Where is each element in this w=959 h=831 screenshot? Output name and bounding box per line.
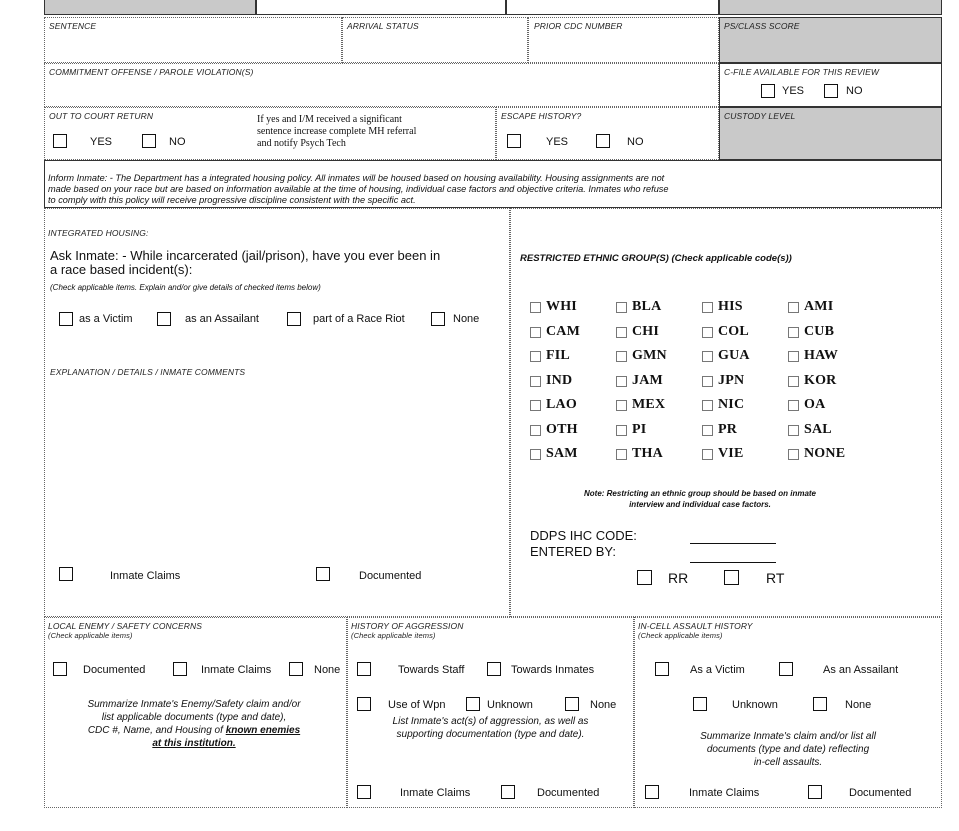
out-to-court-yes-checkbox[interactable] xyxy=(53,134,67,148)
rt-label: RT xyxy=(766,570,785,586)
ethnic-label-vie: VIE xyxy=(718,446,744,461)
integrated-inmate-claims-checkbox[interactable] xyxy=(59,567,73,581)
ethnic-checkbox-whi[interactable] xyxy=(530,302,541,313)
incell-unknown-label: Unknown xyxy=(732,699,778,711)
ethnic-label-col: COL xyxy=(718,323,749,339)
ethnic-checkbox-chi[interactable] xyxy=(616,327,627,338)
ethnic-checkbox-bla[interactable] xyxy=(616,302,627,313)
ask-inmate-line-2: a race based incident(s): xyxy=(50,262,193,277)
escape-no-checkbox[interactable] xyxy=(596,134,610,148)
race-incident-none-label: None xyxy=(453,313,480,325)
local-enemy-inmate-claims-checkbox[interactable] xyxy=(173,662,187,676)
ethnic-checkbox-sam[interactable] xyxy=(530,449,541,460)
aggression-summary-1: List Inmate's act(s) of aggression, as well as xyxy=(392,716,589,727)
offense-label: COMMITMENT OFFENSE / PAROLE VIOLATION(S) xyxy=(49,67,254,77)
ethnic-checkbox-haw[interactable] xyxy=(788,351,799,362)
incell-summary-1: Summarize Inmate's claim and/or list all xyxy=(700,731,876,742)
inform-line-3: to comply with this policy will receive progressive discipline consistent with the specific act. xyxy=(48,195,416,205)
ethnic-label-lao: LAO xyxy=(546,397,577,412)
ethnic-label-cam: CAM xyxy=(546,323,581,339)
cfile-label: C-FILE AVAILABLE FOR THIS REVIEW xyxy=(724,67,879,77)
aggression-summary-2: supporting documentation (type and date). xyxy=(396,729,585,740)
aggression-inmates-label: Towards Inmates xyxy=(511,664,595,676)
ethnic-checkbox-none[interactable] xyxy=(788,449,799,460)
mh-referral-note-2: sentence increase complete MH referral xyxy=(257,126,417,137)
local-enemy-summary-2: list applicable documents (type and date), xyxy=(101,712,287,723)
top-shaded-cell-right xyxy=(719,0,942,15)
restricted-ethnic-title: RESTRICTED ETHNIC GROUP(S) (Check applicable code(s)) xyxy=(520,253,792,264)
ethnic-checkbox-cam[interactable] xyxy=(530,327,541,338)
race-incident-assailant-label: as an Assailant xyxy=(185,313,259,325)
ethnic-label-jam: JAM xyxy=(632,372,663,388)
arrival-status-label: ARRIVAL STATUS xyxy=(347,21,419,31)
escape-yes-checkbox[interactable] xyxy=(507,134,521,148)
race-incident-check-note: (Check applicable items. Explain and/or give details of checked items below) xyxy=(50,283,321,292)
integrated-documented-checkbox[interactable] xyxy=(316,567,330,581)
top-cell-middle xyxy=(256,0,506,15)
aggression-staff-label: Towards Staff xyxy=(398,664,465,676)
sentence-label: SENTENCE xyxy=(49,21,97,31)
prior-cdc-label: PRIOR CDC NUMBER xyxy=(534,21,623,31)
ethnic-checkbox-lao[interactable] xyxy=(530,400,541,411)
incell-summary-3: in-cell assaults. xyxy=(753,757,823,768)
ethnic-label-pi: PI xyxy=(632,421,647,437)
incell-victim-checkbox[interactable] xyxy=(655,662,669,676)
inform-line-1: Inform Inmate: - The Department has a integrated housing policy. All inmates will be housed based on housing availability. Housing assignments are not xyxy=(48,173,665,183)
ethnic-checkbox-nic[interactable] xyxy=(702,400,713,411)
ps-class-label: PS/CLASS SCORE xyxy=(724,21,800,31)
top-shaded-cell-left xyxy=(44,0,256,15)
race-incident-riot-checkbox[interactable] xyxy=(287,312,301,326)
escape-history-label: ESCAPE HISTORY? xyxy=(501,111,582,121)
aggression-staff-checkbox[interactable] xyxy=(357,662,371,676)
cfile-no-label: NO xyxy=(846,85,863,97)
rr-label: RR xyxy=(668,570,689,586)
custody-level-label: CUSTODY LEVEL xyxy=(724,111,796,121)
local-enemy-inmate-claims-label: Inmate Claims xyxy=(201,664,272,676)
ethnic-label-ind: IND xyxy=(546,372,573,388)
ethnic-label-oth: OTH xyxy=(546,421,578,437)
integrated-documented-label: Documented xyxy=(359,570,422,582)
ethnic-label-his: HIS xyxy=(718,299,743,314)
aggression-inmates-checkbox[interactable] xyxy=(487,662,501,676)
ethnic-checkbox-mex[interactable] xyxy=(616,400,627,411)
local-enemy-summary-3 xyxy=(44,724,344,737)
ethnic-label-fil: FIL xyxy=(546,348,570,363)
known-enemies-text: known enemies xyxy=(225,725,301,736)
ddps-ihc-code-label: DDPS IHC CODE: xyxy=(530,528,637,543)
aggression-documented-label: Documented xyxy=(537,787,600,799)
incell-documented-label: Documented xyxy=(849,787,912,799)
ethnic-label-gua: GUA xyxy=(718,348,750,363)
ethnic-label-cub: CUB xyxy=(804,323,835,339)
incell-assailant-checkbox[interactable] xyxy=(779,662,793,676)
ethnic-note-line-2: interview and individual case factors. xyxy=(629,500,771,509)
aggression-documented-checkbox[interactable] xyxy=(501,785,515,799)
aggression-inmate-claims-checkbox[interactable] xyxy=(357,785,371,799)
top-cell-right xyxy=(506,0,719,15)
ethnic-label-pr: PR xyxy=(718,421,738,437)
ethnic-label-sam: SAM xyxy=(546,446,578,461)
ethnic-label-mex: MEX xyxy=(632,397,666,412)
ethnic-checkbox-col[interactable] xyxy=(702,327,713,338)
ethnic-note-line-1: Note: Restricting an ethnic group should be based on inmate xyxy=(583,489,817,498)
out-to-court-no-label: NO xyxy=(169,136,186,148)
integrated-housing-label: INTEGRATED HOUSING: xyxy=(48,228,149,238)
ethnic-label-oa: OA xyxy=(804,397,826,412)
ethnic-label-haw: HAW xyxy=(804,348,839,363)
aggression-wpn-label: Use of Wpn xyxy=(388,699,446,711)
cfile-yes-label: YES xyxy=(782,85,805,97)
ethnic-label-nic: NIC xyxy=(718,397,745,412)
local-enemy-title: LOCAL ENEMY / SAFETY CONCERNS xyxy=(48,621,203,631)
ethnic-label-gmn: GMN xyxy=(632,348,667,363)
out-to-court-label: OUT TO COURT RETURN xyxy=(49,111,154,121)
aggression-none-checkbox[interactable] xyxy=(565,697,579,711)
ethnic-label-whi: WHI xyxy=(546,299,577,314)
aggression-unknown-label: Unknown xyxy=(487,699,533,711)
cfile-no-checkbox[interactable] xyxy=(824,84,838,98)
ethnic-checkbox-fil[interactable] xyxy=(530,351,541,362)
local-enemy-summary-1: Summarize Inmate's Enemy/Safety claim and/or xyxy=(87,699,301,710)
ethnic-checkbox-tha[interactable] xyxy=(616,449,627,460)
ethnic-checkbox-ind[interactable] xyxy=(530,376,541,387)
inform-line-2: made based on your race but are based on information available at the time of housing, individual case factors and objective criteria. Inmates who refuse xyxy=(48,184,669,194)
incell-unknown-checkbox[interactable] xyxy=(693,697,707,711)
mh-referral-note-1: If yes and I/M received a significant xyxy=(257,114,402,125)
local-enemy-summary-4: at this institution. xyxy=(152,738,236,749)
rr-checkbox[interactable] xyxy=(637,570,652,585)
ethnic-checkbox-sal[interactable] xyxy=(788,425,799,436)
ddps-ihc-code-line[interactable] xyxy=(690,543,776,544)
entered-by-label: ENTERED BY: xyxy=(530,544,616,559)
ethnic-label-sal: SAL xyxy=(804,421,832,437)
ethnic-checkbox-pr[interactable] xyxy=(702,425,713,436)
race-incident-victim-label: as a Victim xyxy=(79,313,133,325)
local-enemy-summary-3-text: CDC #, Name, and Housing of xyxy=(87,725,223,736)
aggression-sub: (Check applicable items) xyxy=(351,631,436,640)
escape-no-label: NO xyxy=(627,136,644,148)
ethnic-label-bla: BLA xyxy=(632,299,662,314)
ethnic-label-kor: KOR xyxy=(804,372,837,388)
classification-form xyxy=(44,0,942,808)
ethnic-checkbox-jpn[interactable] xyxy=(702,376,713,387)
aggression-title: HISTORY OF AGGRESSION xyxy=(351,621,464,631)
integrated-inmate-claims-label: Inmate Claims xyxy=(110,570,181,582)
ethnic-checkbox-gua[interactable] xyxy=(702,351,713,362)
local-enemy-none-checkbox[interactable] xyxy=(289,662,303,676)
ethnic-label-jpn: JPN xyxy=(718,372,745,388)
cfile-yes-checkbox[interactable] xyxy=(761,84,775,98)
aggression-cell xyxy=(347,617,634,808)
ethnic-label-tha: THA xyxy=(632,446,663,461)
ethnic-checkbox-pi[interactable] xyxy=(616,425,627,436)
incell-summary-2: documents (type and date) reflecting xyxy=(706,744,870,755)
ethnic-checkbox-oa[interactable] xyxy=(788,400,799,411)
local-enemy-none-label: None xyxy=(314,664,341,676)
race-incident-assailant-checkbox[interactable] xyxy=(157,312,171,326)
local-enemy-sub: (Check applicable items) xyxy=(48,631,133,640)
incell-assailant-label: As an Assailant xyxy=(823,664,899,676)
ethnic-checkbox-kor[interactable] xyxy=(788,376,799,387)
escape-yes-label: YES xyxy=(546,136,569,148)
aggression-wpn-checkbox[interactable] xyxy=(357,697,371,711)
mh-referral-note-3: and notify Psych Tech xyxy=(257,138,346,149)
ethnic-checkbox-ami[interactable] xyxy=(788,302,799,313)
incell-inmate-claims-label: Inmate Claims xyxy=(689,787,760,799)
ask-inmate-line-1: Ask Inmate: - While incarcerated (jail/prison), have you ever been in xyxy=(50,248,441,263)
rt-checkbox[interactable] xyxy=(724,570,739,585)
incell-victim-label: As a Victim xyxy=(690,664,745,676)
aggression-inmate-claims-label: Inmate Claims xyxy=(400,787,471,799)
explanation-label: EXPLANATION / DETAILS / INMATE COMMENTS xyxy=(50,367,246,377)
ethnic-label-chi: CHI xyxy=(632,323,660,339)
incell-assault-sub: (Check applicable items) xyxy=(638,631,723,640)
incell-assault-title: IN-CELL ASSAULT HISTORY xyxy=(638,621,753,631)
ethnic-checkbox-gmn[interactable] xyxy=(616,351,627,362)
race-incident-victim-checkbox[interactable] xyxy=(59,312,73,326)
incell-inmate-claims-checkbox[interactable] xyxy=(645,785,659,799)
incell-documented-checkbox[interactable] xyxy=(808,785,822,799)
incell-none-label: None xyxy=(845,699,872,711)
ethnic-checkbox-jam[interactable] xyxy=(616,376,627,387)
aggression-unknown-checkbox[interactable] xyxy=(466,697,480,711)
ethnic-label-ami: AMI xyxy=(804,299,834,314)
incell-none-checkbox[interactable] xyxy=(813,697,827,711)
local-enemy-documented-checkbox[interactable] xyxy=(53,662,67,676)
ethnic-checkbox-his[interactable] xyxy=(702,302,713,313)
ethnic-checkbox-vie[interactable] xyxy=(702,449,713,460)
local-enemy-documented-label: Documented xyxy=(83,664,146,676)
race-incident-none-checkbox[interactable] xyxy=(431,312,445,326)
ethnic-label-none: NONE xyxy=(804,446,846,461)
ethnic-checkbox-cub[interactable] xyxy=(788,327,799,338)
out-to-court-yes-label: YES xyxy=(90,136,113,148)
aggression-none-label: None xyxy=(590,699,617,711)
out-to-court-no-checkbox[interactable] xyxy=(142,134,156,148)
race-incident-riot-label: part of a Race Riot xyxy=(313,313,405,325)
ethnic-checkbox-oth[interactable] xyxy=(530,425,541,436)
incell-assault-cell xyxy=(634,617,942,808)
entered-by-line[interactable] xyxy=(690,562,776,563)
